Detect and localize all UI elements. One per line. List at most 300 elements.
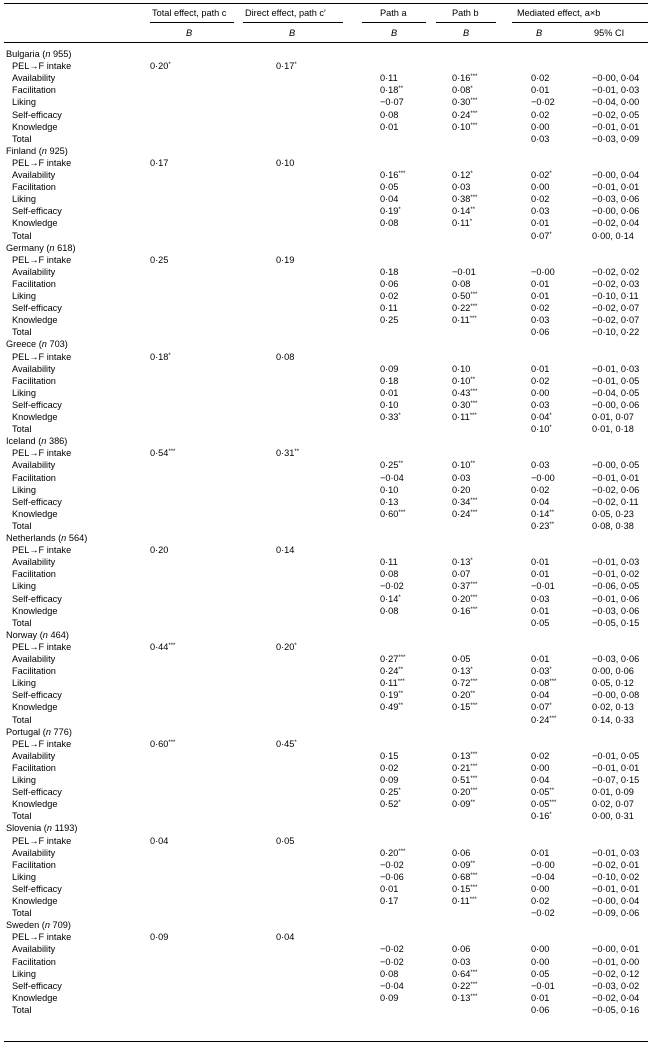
- pel-label: PEL→F intake: [12, 641, 72, 652]
- mediator-row: [0, 181, 652, 193]
- subheader-b-direct: B: [289, 28, 296, 38]
- path-b-cell-sig: ***: [470, 993, 478, 1000]
- path-b-cell-sig: ***: [470, 679, 478, 686]
- header-direct-effect: Direct effect, path c′: [245, 8, 326, 18]
- path-a-cell-value: 0·02: [380, 291, 399, 301]
- direct-effect-sig: *: [294, 642, 297, 649]
- direct-effect-value: 0·45: [276, 738, 295, 749]
- mediator-row: [0, 871, 652, 883]
- path-b-cell-sig: ***: [469, 413, 477, 419]
- path-a-cell: [380, 278, 398, 290]
- path-b-cell-value: 0·10: [452, 363, 471, 374]
- path-b-cell-value: 0·16: [452, 605, 471, 616]
- path-a-cell: [380, 387, 398, 399]
- path-b-cell: [452, 956, 470, 968]
- path-a-cell: [380, 375, 398, 387]
- path-a-cell-value: 0·52: [380, 799, 399, 810]
- path-a-cell: [380, 109, 398, 121]
- path-a-cell-value: 0·25: [380, 315, 399, 326]
- country-name: Finland: [6, 145, 37, 156]
- path-a-cell-sig: ***: [397, 679, 405, 686]
- path-b-cell: [452, 871, 477, 883]
- ci-cell: −0·02, 0·04: [592, 992, 640, 1003]
- total-effect: [150, 447, 175, 459]
- path-a-cell-sig: *: [398, 800, 401, 807]
- mediated-cell-value: 0·03: [531, 206, 550, 217]
- direct-effect: [276, 351, 294, 363]
- mediator-row: [0, 496, 652, 508]
- direct-effect-sig: *: [294, 62, 297, 69]
- path-a-cell: [380, 484, 398, 496]
- total-mediated-cell: [531, 230, 552, 242]
- mediated-cell-value: 0·04: [531, 412, 550, 422]
- mediated-cell: [531, 121, 549, 133]
- path-b-cell: [452, 411, 477, 423]
- path-b-cell-value: 0·06: [452, 847, 471, 858]
- path-a-cell: [380, 859, 404, 871]
- path-b-cell-value: 0·13: [452, 557, 471, 568]
- path-b-cell: [452, 895, 477, 907]
- path-a-cell-sig: **: [398, 691, 404, 698]
- path-a-cell-value: 0·01: [380, 387, 399, 398]
- path-a-cell-value: −0·07: [380, 97, 404, 108]
- mediated-cell: [531, 169, 552, 181]
- country-label: Germany (n 618): [6, 242, 76, 253]
- total-effect-value: 0·09: [150, 932, 169, 943]
- path-b-cell-value: 0·15: [452, 702, 471, 713]
- mediated-cell-value: 0·00: [531, 762, 550, 773]
- ci-cell: −0·01, 0·06: [592, 593, 640, 604]
- path-b-cell: [452, 363, 470, 375]
- total-row: [0, 907, 652, 919]
- mediated-cell-value: 0·03: [531, 666, 550, 677]
- mediator-row: [0, 217, 652, 229]
- path-a-cell: [380, 786, 401, 798]
- mediator-label: Self-efficacy: [12, 883, 62, 894]
- sample-size: 618: [57, 242, 73, 253]
- path-b-cell-value: 0·08: [452, 278, 471, 289]
- total-mediated-cell-sig: *: [549, 231, 552, 238]
- path-b-cell-value: 0·22: [452, 980, 471, 991]
- mediated-cell: [531, 508, 554, 520]
- direct-effect: [276, 544, 294, 556]
- ci-cell: −0·02, 0·02: [592, 266, 640, 277]
- pel-row: [0, 351, 652, 363]
- total-row: [0, 617, 652, 629]
- path-b-cell-value: 0·11: [452, 896, 470, 906]
- path-b-cell-value: 0·16: [452, 73, 471, 84]
- country-name: Portugal: [6, 726, 41, 737]
- ci-cell: −0·00, 0·04: [592, 896, 640, 906]
- path-a-cell-value: 0·49: [380, 702, 399, 713]
- path-a-cell: [380, 496, 398, 508]
- path-b-cell-sig: ***: [470, 110, 478, 117]
- country-row: [0, 242, 652, 254]
- direct-effect: [276, 447, 299, 459]
- mediator-row: [0, 472, 652, 484]
- mediated-cell-value: 0·02: [531, 484, 550, 495]
- mediator-row: [0, 943, 652, 955]
- ci-cell: −0·01, 0·00: [592, 956, 640, 967]
- mediator-label: Liking: [12, 775, 37, 785]
- path-b-cell-sig: *: [470, 667, 473, 674]
- ci-cell: −0·00, 0·06: [592, 399, 640, 410]
- path-b-cell: [452, 290, 477, 302]
- total-label: Total: [12, 133, 32, 144]
- header-bottom-rule: [4, 42, 648, 43]
- ci-cell: −0·07, 0·15: [592, 775, 640, 785]
- path-b-cell-value: 0·38: [452, 194, 471, 205]
- path-a-cell-value: 0·06: [380, 278, 399, 289]
- mediator-label: Knowledge: [12, 218, 58, 229]
- mediator-label: Liking: [12, 871, 37, 882]
- mediator-label: Self-efficacy: [12, 206, 62, 217]
- path-b-cell-value: 0·14: [452, 206, 471, 217]
- mediated-cell-value: 0·01: [531, 847, 550, 858]
- path-a-cell: [380, 653, 405, 665]
- mediated-cell-sig: ***: [549, 679, 557, 686]
- mediator-row: [0, 290, 652, 302]
- mediated-cell-value: 0·05: [531, 799, 550, 810]
- direct-effect: [276, 641, 297, 653]
- mediator-row: [0, 556, 652, 568]
- bottom-rule: [4, 1041, 648, 1042]
- direct-effect: [276, 60, 297, 72]
- direct-effect-value: 0·17: [276, 61, 295, 72]
- total-mediated-cell: [531, 423, 552, 435]
- mediated-cell-value: 0·02: [531, 109, 550, 120]
- total-mediated-cell-value: 0·23: [531, 520, 550, 531]
- path-a-cell-value: 0·20: [380, 847, 399, 858]
- total-effect: [150, 641, 175, 653]
- mediator-label: Self-efficacy: [12, 496, 62, 507]
- header-underline-path-b: [436, 22, 496, 23]
- mediated-cell-value: −0·00: [531, 266, 555, 277]
- ci-cell: −0·01, 0·01: [592, 182, 640, 193]
- path-b-cell: [452, 169, 473, 181]
- path-a-cell-value: 0·09: [380, 363, 399, 374]
- ci-cell: 0·01, 0·09: [592, 787, 634, 798]
- total-mediated-cell-value: 0·24: [531, 714, 550, 725]
- mediator-row: [0, 459, 652, 471]
- total-mediated-cell-value: 0·10: [531, 424, 550, 435]
- ci-cell: −0·00, 0·04: [592, 73, 640, 84]
- path-b-cell-sig: ***: [469, 897, 477, 903]
- path-a-cell-value: 0·25: [380, 460, 399, 471]
- path-b-cell: [452, 701, 477, 713]
- mediator-row: [0, 568, 652, 580]
- ci-cell: −0·06, 0·05: [592, 581, 640, 592]
- path-a-cell: [380, 193, 398, 205]
- mediated-cell-value: −0·00: [531, 472, 555, 483]
- total-mediated-cell-value: 0·05: [531, 617, 550, 628]
- mediator-row: [0, 847, 652, 859]
- mediated-cell-value: 0·04: [531, 496, 550, 507]
- ci-cell: 0·02, 0·13: [592, 702, 634, 713]
- mediator-label: Availability: [12, 73, 56, 84]
- country-name: Iceland: [6, 436, 36, 447]
- mediator-row: [0, 484, 652, 496]
- path-b-cell-sig: ***: [469, 316, 477, 323]
- mediator-row: [0, 72, 652, 84]
- path-b-cell: [452, 496, 477, 508]
- total-mediated-cell: [531, 326, 549, 338]
- country-label: Bulgaria (n 955): [6, 49, 72, 59]
- path-b-cell-value: 0·20: [452, 787, 471, 798]
- mediator-label: Liking: [12, 97, 37, 108]
- path-a-cell: [380, 121, 398, 133]
- ci-cell: −0·02, 0·12: [592, 968, 640, 979]
- path-b-cell-value: 0·24: [452, 109, 471, 120]
- path-a-cell-value: −0·02: [380, 859, 404, 870]
- mediator-row: [0, 798, 652, 810]
- path-b-cell-sig: ***: [470, 74, 478, 81]
- ci-cell: −0·01, 0·05: [592, 375, 640, 386]
- mediator-row: [0, 411, 652, 423]
- ci-cell: −0·03, 0·02: [592, 980, 640, 991]
- path-b-cell-value: 0·51: [452, 775, 471, 785]
- total-ci-cell: −0·09, 0·06: [592, 908, 640, 919]
- mediator-row: [0, 653, 652, 665]
- path-b-cell: [452, 605, 477, 617]
- ci-cell: −0·01, 0·01: [592, 883, 640, 894]
- path-b-cell: [452, 653, 470, 665]
- mediated-cell-value: −0·01: [531, 980, 555, 991]
- pel-label: PEL→F intake: [12, 448, 72, 459]
- path-b-cell-value: 0·06: [452, 944, 471, 955]
- path-a-cell-value: 0·02: [380, 762, 399, 773]
- total-ci-cell: −0·10, 0·22: [592, 327, 640, 338]
- path-a-cell-value: 0·19: [380, 690, 399, 701]
- mediated-cell: [531, 496, 549, 508]
- direct-effect-value: 0·08: [276, 351, 295, 362]
- mediated-cell: [531, 992, 549, 1004]
- pel-label: PEL→F intake: [12, 254, 72, 265]
- total-mediated-cell: [531, 1004, 549, 1016]
- mediator-row: [0, 883, 652, 895]
- path-a-cell-value: 0·27: [380, 654, 399, 664]
- header-path-b: Path b: [452, 8, 479, 18]
- path-b-cell: [452, 883, 477, 895]
- mediator-row: [0, 193, 652, 205]
- mediated-cell: [531, 943, 549, 955]
- total-effect: [150, 835, 168, 847]
- path-b-cell: [452, 302, 477, 314]
- total-mediated-cell-sig: **: [549, 521, 555, 528]
- direct-effect-sig: *: [294, 739, 297, 746]
- path-a-cell-value: 0·18: [380, 85, 399, 96]
- top-rule: [4, 3, 648, 4]
- total-ci-cell: 0·00, 0·14: [592, 230, 634, 241]
- mediator-row: [0, 84, 652, 96]
- total-mediated-cell: [531, 520, 554, 532]
- mediator-row: [0, 992, 652, 1004]
- path-a-cell-sig: *: [398, 413, 401, 419]
- path-b-cell-sig: ***: [470, 509, 478, 516]
- total-ci-cell: −0·03, 0·09: [592, 133, 640, 144]
- mediated-cell-value: 0·01: [531, 278, 550, 289]
- mediated-cell: [531, 605, 549, 617]
- path-b-cell-value: 0·11: [452, 315, 470, 326]
- path-b-cell: [452, 786, 477, 798]
- ci-cell: −0·01, 0·01: [592, 121, 640, 132]
- direct-effect-value: 0·04: [276, 932, 295, 943]
- total-effect-value: 0·04: [150, 835, 169, 846]
- path-b-cell: [452, 375, 475, 387]
- mediated-cell-value: 0·00: [531, 182, 550, 193]
- mediated-cell-value: 0·03: [531, 315, 550, 326]
- mediated-cell-value: 0·03: [531, 593, 550, 604]
- mediator-row: [0, 109, 652, 121]
- total-effect-sig: ***: [168, 739, 176, 746]
- mediator-label: Self-efficacy: [12, 399, 62, 410]
- path-b-cell: [452, 84, 473, 96]
- total-effect: [150, 931, 168, 943]
- mediator-row: [0, 363, 652, 375]
- mediated-cell: [531, 109, 549, 121]
- path-a-cell: [380, 72, 398, 84]
- path-b-cell-value: 0·10: [452, 121, 471, 132]
- path-a-cell: [380, 580, 404, 592]
- mediated-cell: [531, 387, 549, 399]
- mediated-cell: [531, 968, 549, 980]
- mediated-cell: [531, 593, 549, 605]
- mediator-row: [0, 774, 652, 786]
- path-a-cell-sig: ***: [398, 848, 406, 855]
- sample-size: 386: [48, 436, 65, 447]
- path-b-cell-value: 0·07: [452, 569, 471, 580]
- mediated-cell-value: 0·05: [531, 787, 550, 798]
- pel-row: [0, 835, 652, 847]
- total-label: Total: [12, 1004, 32, 1015]
- country-name: Greece: [6, 339, 37, 350]
- mediated-cell-value: 0·02: [531, 896, 550, 906]
- mediated-cell-value: 0·05: [531, 968, 550, 979]
- total-label: Total: [12, 230, 32, 241]
- path-b-cell-value: 0·30: [452, 399, 471, 410]
- path-b-cell: [452, 677, 477, 689]
- path-b-cell-sig: ***: [470, 751, 478, 758]
- path-b-cell: [452, 943, 470, 955]
- ci-cell: −0·02, 0·04: [592, 218, 640, 229]
- path-b-cell-sig: **: [470, 800, 476, 807]
- mediator-row: [0, 314, 652, 326]
- mediator-row: [0, 399, 652, 411]
- total-effect: [150, 157, 168, 169]
- mediated-cell-value: −0·01: [531, 581, 555, 592]
- path-b-cell-value: 0·10: [452, 375, 471, 386]
- total-effect-sig: *: [168, 62, 171, 69]
- path-a-cell: [380, 677, 405, 689]
- mediated-cell: [531, 568, 549, 580]
- path-b-cell-sig: ***: [470, 292, 478, 298]
- path-a-cell-value: 0·08: [380, 569, 399, 580]
- mediated-cell-value: 0·01: [531, 569, 550, 580]
- mediated-cell-value: 0·08: [531, 678, 550, 689]
- country-row: [0, 726, 652, 738]
- mediated-cell-value: 0·02: [531, 194, 550, 205]
- total-mediated-cell-value: 0·06: [531, 327, 550, 338]
- country-label: Slovenia (n 1193): [6, 823, 78, 834]
- path-b-cell: [452, 387, 477, 399]
- path-a-cell: [380, 689, 403, 701]
- path-b-cell: [452, 484, 470, 496]
- path-b-cell-value: 0·64: [452, 968, 471, 979]
- mediator-label: Self-efficacy: [12, 980, 62, 991]
- path-a-cell-value: 0·60: [380, 508, 399, 519]
- mediated-cell-value: 0·07: [531, 702, 550, 713]
- path-a-cell: [380, 314, 398, 326]
- ci-cell: −0·10, 0·11: [592, 291, 639, 301]
- country-label: Greece (n 703): [6, 339, 68, 350]
- mediated-cell: [531, 701, 552, 713]
- mediator-label: Facilitation: [12, 666, 56, 677]
- country-row: [0, 629, 652, 641]
- country-row: [0, 145, 652, 157]
- path-b-cell: [452, 750, 477, 762]
- mediated-cell-value: 0·00: [531, 956, 550, 967]
- path-b-cell: [452, 593, 477, 605]
- ci-cell: −0·04, 0·00: [592, 97, 640, 108]
- subheader-b-path-a: B: [391, 28, 398, 38]
- path-a-cell: [380, 943, 404, 955]
- path-a-cell-sig: ***: [398, 655, 406, 661]
- path-b-cell-value: 0·03: [452, 182, 471, 193]
- path-a-cell: [380, 169, 405, 181]
- path-a-cell: [380, 472, 404, 484]
- path-b-cell-sig: ***: [470, 703, 478, 710]
- ci-cell: −0·03, 0·06: [592, 605, 640, 616]
- path-b-cell: [452, 798, 475, 810]
- mediated-cell-sig: **: [549, 509, 555, 516]
- path-b-cell: [452, 181, 470, 193]
- mediated-cell-value: 0·02: [531, 750, 550, 761]
- mediated-cell: [531, 205, 549, 217]
- sample-size: 776: [53, 726, 69, 737]
- header-total-effect: Total effect, path c: [152, 8, 227, 18]
- path-b-cell-value: 0·50: [452, 291, 471, 301]
- path-b-cell-sig: ***: [470, 400, 478, 407]
- total-effect-value: 0·25: [150, 254, 169, 265]
- total-ci-cell: −0·05, 0·15: [592, 617, 640, 628]
- mediated-cell: [531, 653, 549, 665]
- sample-size: 464: [50, 629, 66, 640]
- mediator-label: Knowledge: [12, 799, 58, 810]
- subheader-b-total: B: [186, 28, 193, 38]
- direct-effect: [276, 835, 294, 847]
- sample-size-symbol: n: [61, 533, 67, 543]
- path-a-cell-value: −0·02: [380, 956, 404, 967]
- mediated-cell-value: −0·04: [531, 871, 555, 882]
- pel-label: PEL→F intake: [12, 932, 72, 943]
- path-a-cell: [380, 980, 404, 992]
- ci-cell: −0·01, 0·03: [592, 363, 640, 374]
- path-b-cell-value: 0·10: [452, 460, 471, 471]
- sample-size: 1193: [54, 823, 75, 834]
- ci-cell: −0·02, 0·01: [592, 859, 640, 870]
- sample-size-symbol: n: [45, 49, 51, 59]
- path-b-cell: [452, 266, 476, 278]
- path-b-cell: [452, 217, 472, 229]
- path-b-cell-sig: *: [470, 171, 473, 177]
- path-a-cell-value: 0·33: [380, 412, 399, 422]
- ci-cell: 0·02, 0·07: [592, 799, 634, 810]
- total-ci-cell: 0·01, 0·18: [592, 424, 634, 435]
- mediator-label: Self-efficacy: [12, 787, 62, 798]
- path-a-cell-sig: **: [398, 461, 404, 468]
- mediated-cell-value: 0·01: [531, 85, 550, 96]
- pel-row: [0, 447, 652, 459]
